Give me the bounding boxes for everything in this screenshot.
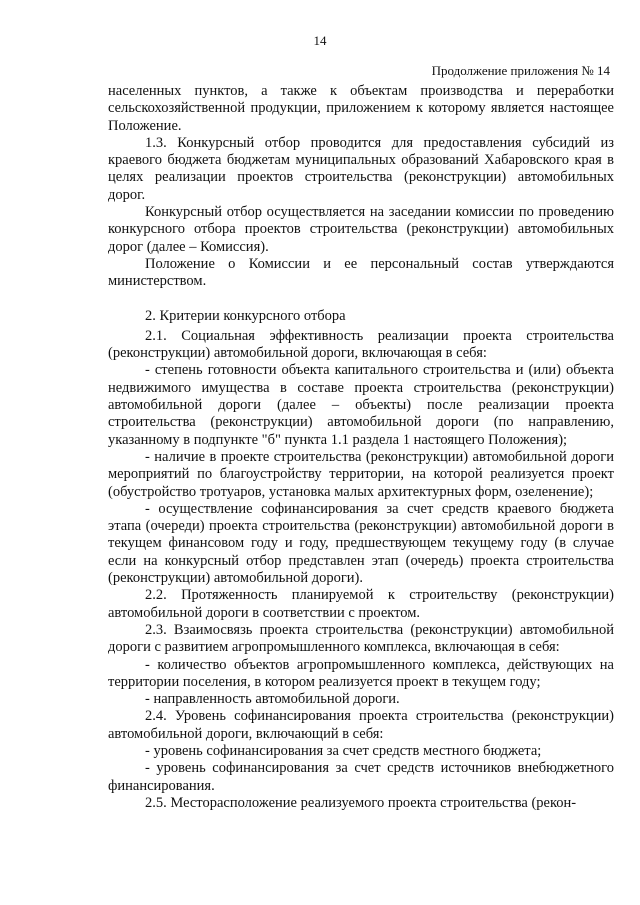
section-heading: 2. Критерии конкурсного отбора bbox=[145, 307, 346, 324]
criterion-item: - уровень софинансирования за счет средств источников внебюджетного финансирования. bbox=[108, 760, 614, 794]
criterion-item: 2.1. Социальная эффективность реализации проекта строительства (реконструкции) автомобильной дороги, включающая в себя: bbox=[108, 327, 614, 362]
criterion-item: 2.2. Протяженность планируемой к строительству (реконструкции) автомобильной дороги в соответствии с проектом. bbox=[108, 587, 614, 621]
paragraph: населенных пунктов, а также к объектам производства и переработки сельскохозяйственной продукции, приложением к которому является настоящее Положение. bbox=[108, 83, 614, 134]
criterion-item: 2.3. Взаимосвязь проекта строительства (реконструкции) автомобильной дороги с развитием агропромышленного комплекса, включающая в себя: bbox=[108, 621, 614, 656]
criterion-item: - наличие в проекте строительства (реконструкции) автомобильной дороги мероприятий по благоустройству территории, на которой реализуется проект (обустройство тротуаров, установка малых архитектурных форм, озеленение); bbox=[108, 448, 614, 500]
appendix-note: Продолжение приложения № 14 bbox=[431, 63, 610, 78]
paragraph: Положение о Комиссии и ее персональный состав утверждаются министерством. bbox=[108, 255, 614, 290]
paragraph: Конкурсный отбор осуществляется на заседании комиссии по проведению конкурсного отбора проектов строительства (реконструкции) автомобильных дорог (далее – Комиссия). bbox=[108, 204, 614, 255]
document-body bbox=[108, 83, 614, 812]
criterion-item: 2.5. Месторасположение реализуемого проекта строительства (рекон- bbox=[145, 794, 577, 811]
criterion-item: - количество объектов агропромышленного комплекса, действующих на территории поселения, в котором реализуется проект в текущем году; bbox=[108, 656, 614, 690]
page-number: 14 bbox=[313, 33, 327, 48]
paragraph: 1.3. Конкурсный отбор проводится для предоставления субсидий из краевого бюджета бюджетам муниципальных образований Хабаровского края в целях реализации проектов строительства (реконструкции) автомобильных дорог. bbox=[108, 134, 614, 203]
criterion-item: - осуществление софинансирования за счет средств краевого бюджета этапа (очереди) проекта строительства (реконструкции) автомобильной дороги в текущем финансовом году и году, предшествующем текущему году (в случае если на конкурсный отбор представлен этап (очередь) проекта строительства (реконструкции) автомобильной дороги). bbox=[108, 500, 614, 587]
criterion-item: - уровень софинансирования за счет средств местного бюджета; bbox=[145, 742, 542, 759]
criterion-item: - направленность автомобильной дороги. bbox=[145, 691, 400, 708]
criterion-item: - степень готовности объекта капитального строительства и (или) объекта недвижимого имущества в составе проекта строительства (реконструкции) автомобильной дороги (далее – объекты) после реализации проекта строительства (реконструкции) автомобильной дороги (по направлению, указанному в подпункте "б" пункта 1.1 раздела 1 настоящего Положения); bbox=[108, 362, 614, 448]
criterion-item: 2.4. Уровень софинансирования проекта строительства (реконструкции) автомобильной дороги, включающий в себя: bbox=[108, 708, 614, 742]
